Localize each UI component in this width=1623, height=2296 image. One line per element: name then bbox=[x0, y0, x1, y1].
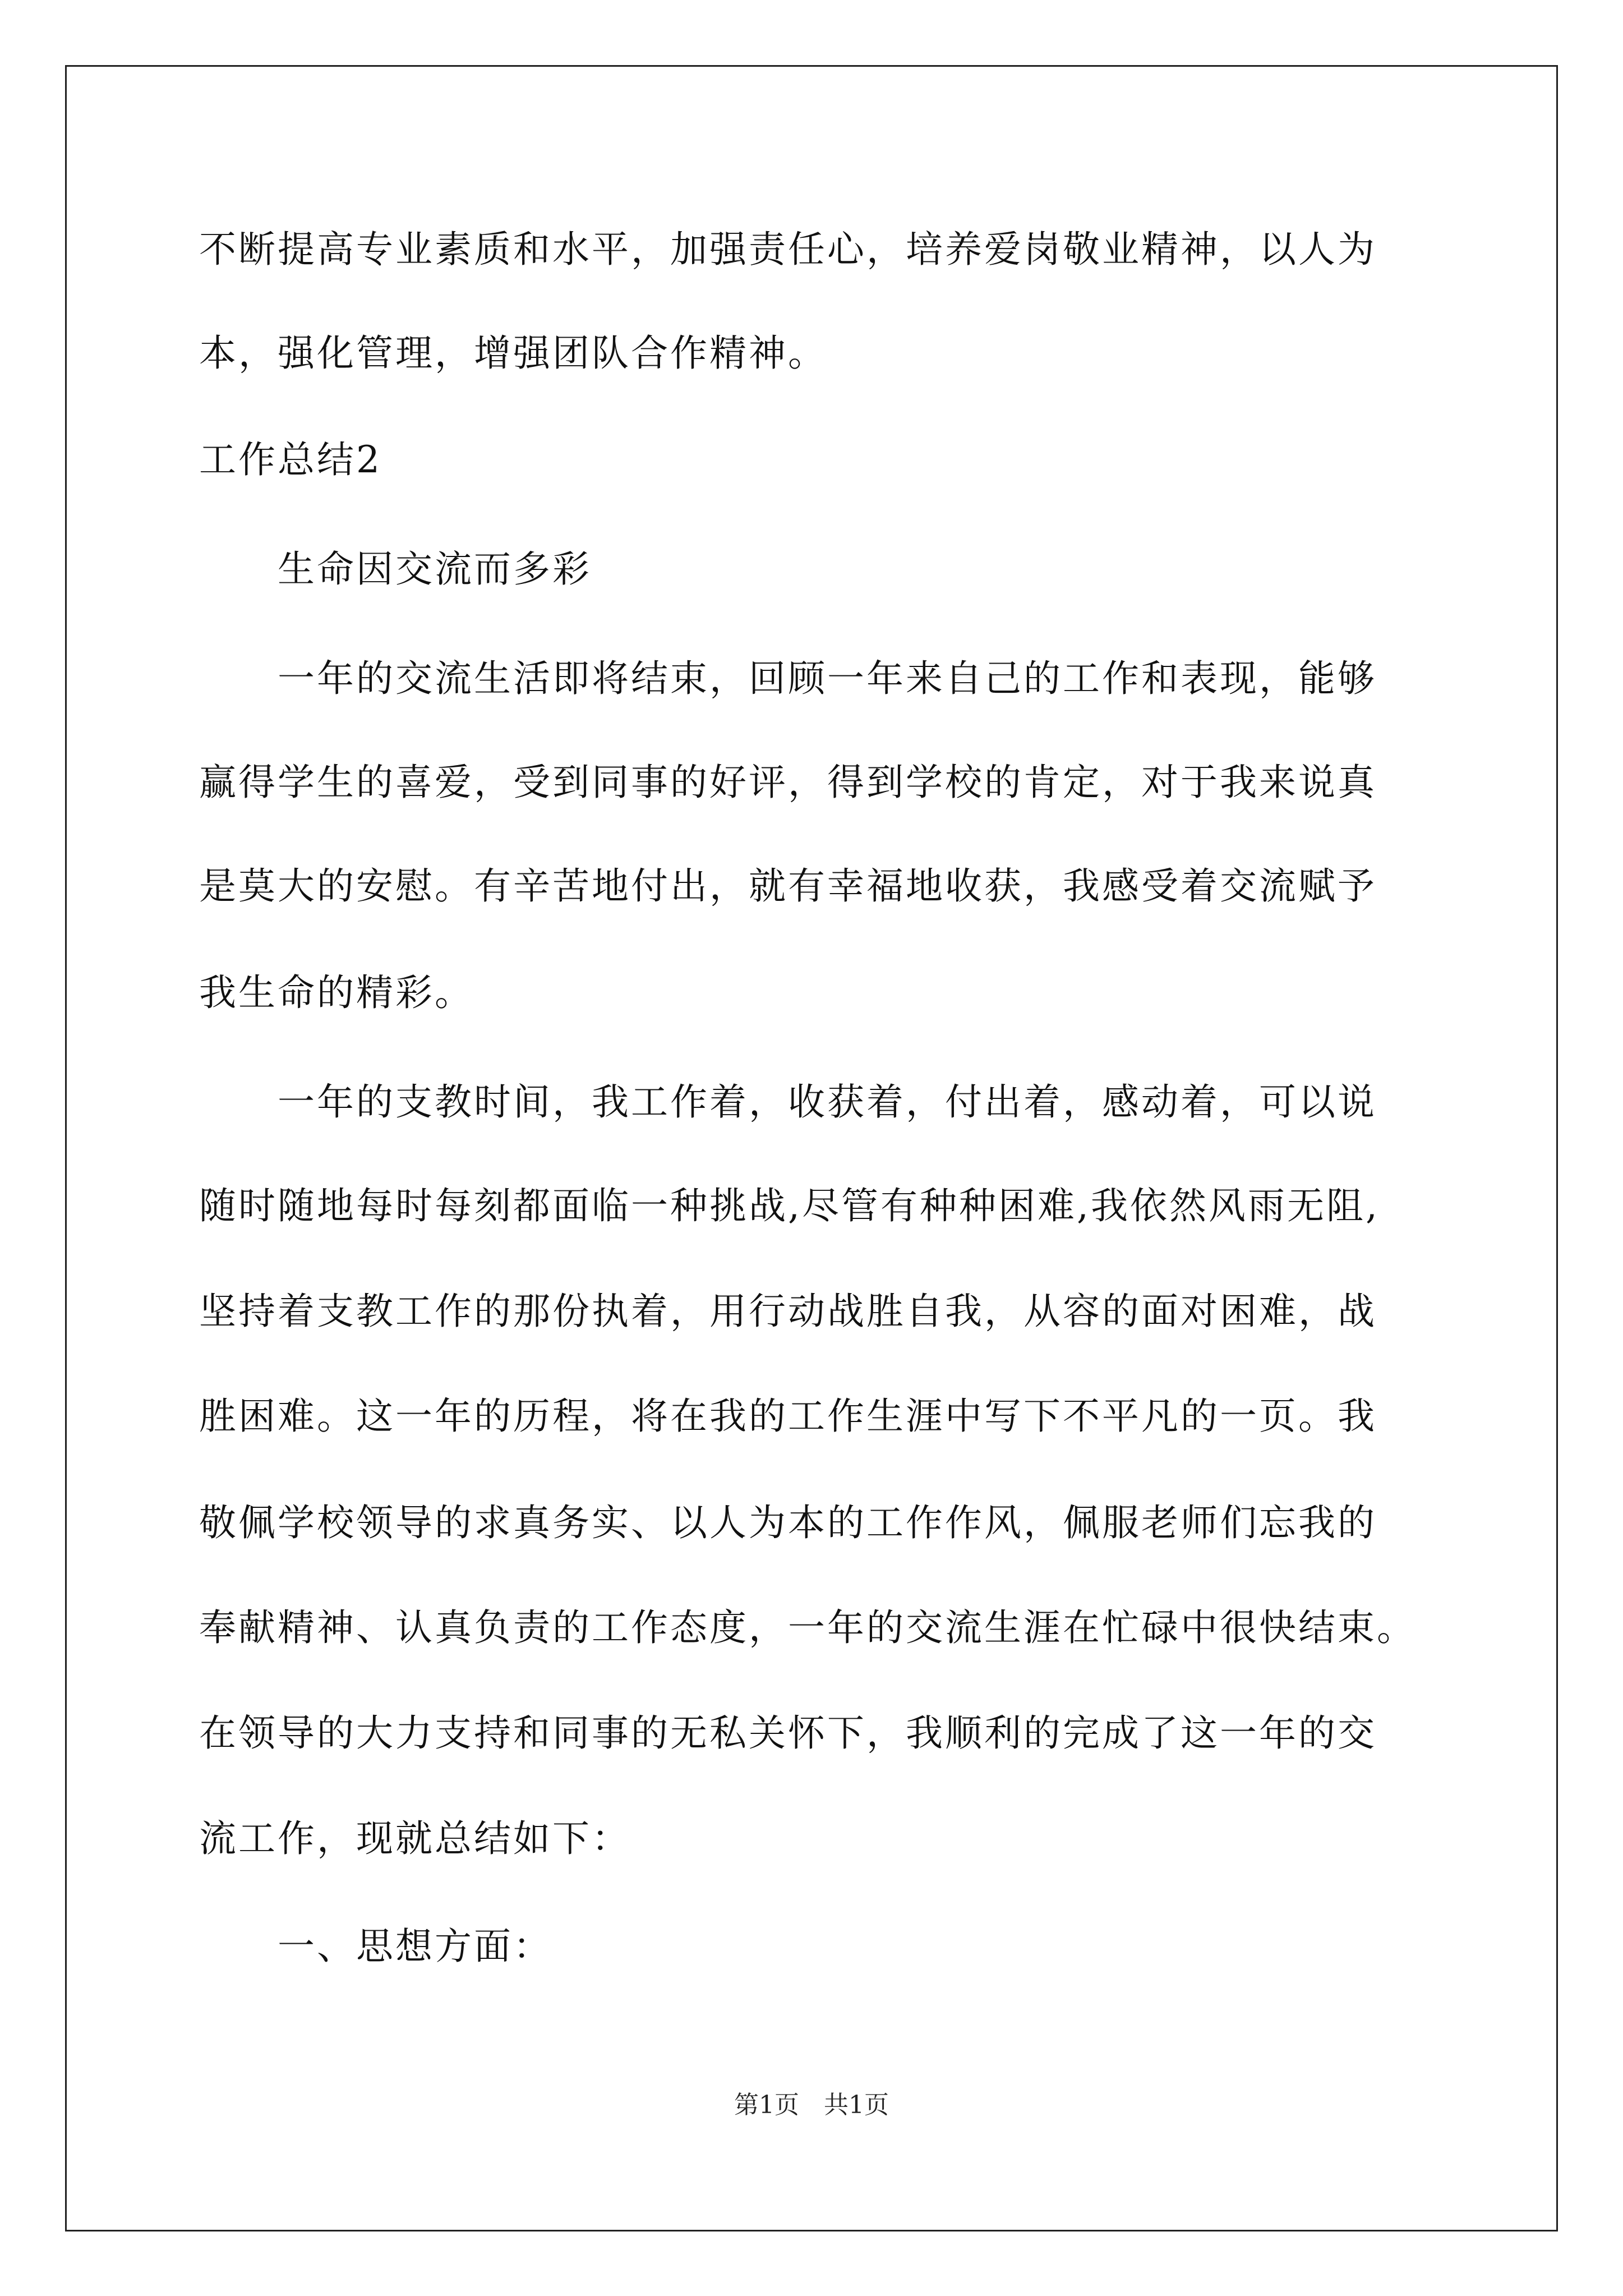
paragraph-line: 我生命的精彩。 bbox=[199, 971, 474, 1014]
paragraph-line: 在领导的大力支持和同事的无私关怀下，我顺利的完成了这一年的交 bbox=[199, 1711, 1377, 1755]
paragraph-line: 奉献精神、认真负责的工作态度，一年的交流生涯在忙碌中很快结束。 bbox=[199, 1606, 1416, 1649]
paragraph-line: 不断提高专业素质和水平，加强责任心，培养爱岗敬业精神，以人为 bbox=[199, 228, 1377, 271]
section-heading: 工作总结2 bbox=[199, 438, 382, 481]
page-border bbox=[65, 65, 1558, 2231]
paragraph-line: 胜困难。这一年的历程，将在我的工作生涯中写下不平凡的一页。我 bbox=[199, 1395, 1377, 1438]
paragraph-line: 本，强化管理，增强团队合作精神。 bbox=[199, 332, 827, 375]
section-heading: 一、思想方面： bbox=[278, 1925, 552, 1968]
paragraph-line: 敬佩学校领导的求真务实、以人为本的工作作风，佩服老师们忘我的 bbox=[199, 1501, 1377, 1544]
paragraph-line: 坚持着支教工作的那份执着，用行动战胜自我，从容的面对困难，战 bbox=[199, 1290, 1377, 1333]
paragraph-line: 是莫大的安慰。有辛苦地付出，就有幸福地收获，我感受着交流赋予 bbox=[199, 864, 1377, 908]
page-number-footer: 第1页 共1页 bbox=[734, 2091, 889, 2119]
paragraph-line: 流工作，现就总结如下： bbox=[199, 1817, 631, 1860]
paragraph-line: 一年的交流生活即将结束，回顾一年来自己的工作和表现，能够 bbox=[278, 657, 1377, 700]
paragraph-line: 一年的支教时间，我工作着，收获着，付出着，感动着，可以说 bbox=[278, 1080, 1377, 1124]
subtitle: 生命因交流而多彩 bbox=[278, 547, 592, 591]
paragraph-line: 随时随地每时每刻都面临一种挑战,尽管有种种困难,我依然风雨无阻, bbox=[199, 1184, 1380, 1227]
paragraph-line: 赢得学生的喜爱，受到同事的好评，得到学校的肯定，对于我来说真 bbox=[199, 761, 1377, 804]
